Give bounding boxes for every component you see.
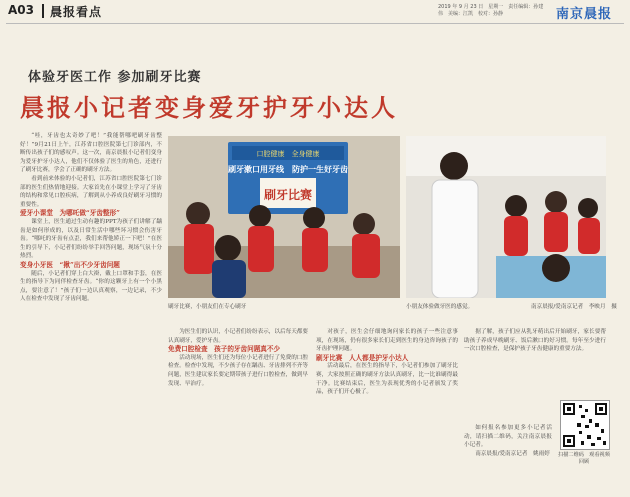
paragraph: 看到前来体验的小记者们，江苏省口腔医院第七门诊部的医生们热情地迎接。大家首先在小课堂上学习了牙齿的结构和常见口腔疾病，了解到从小养成良好刷牙习惯的重要性。 [20,175,162,208]
photo-credit: 南京晨报/爱南京记者 李映月 摄 [531,304,617,310]
byline: 南京晨报/爱南京记者 姚雨婷 [475,450,550,457]
section-title: 晨报看点 [50,5,103,19]
article-column-left [20,132,162,480]
paragraph: 活动最后，在医生的指导下，小记者们参加了刷牙比赛，大家按照正确的刷牙方法认真刷牙，比一比谁刷得最干净。比赛结束后，医生为表现优秀的小记者颁发了奖品，孩子们开心极了。 [316,363,458,396]
paragraph: 课堂上，医生通过生动有趣的PPT为孩子们讲解了龋齿是如何形成的，以及日常生活中哪些坏习惯会伤害牙齿。“哪吒的牙齿有点歪，我们来帮他矫正一下吧！”在医生的引导下，小记者们纷纷举手回答问题，现场气氛十分热烈。 [20,218,162,260]
paragraph: 随后，小记者们穿上白大褂，戴上口罩和手套，在医生的指导下为同伴检查牙齿。“你的这颗牙上有一个小黑点，要注意了！”孩子们一边认真观察，一边记录，不少人在检查中发现了牙齿问题。 [20,270,162,303]
photo-dentist-experience [406,136,606,298]
section-subhead: 免费口腔检查 孩子的牙齿问题真不少 [168,345,281,354]
paragraph: 如何报名参加更多小记者活动，请扫描二维码，关注南京晨报小记者。 [464,425,552,449]
issue-info: 2019 年 9 月 23 日 星期一 责任编辑：孙建伟 美编：江凯 校对：孙静 [438,4,544,17]
newspaper-logo: 南京晨报 [556,7,613,22]
article-headline: 晨报小记者变身爱牙护牙小达人 [20,93,398,122]
section-subhead: 变身小牙医 “揪”出不少牙齿问题 [20,260,120,269]
banner-top-text: 口腔健康 全身健康 [256,150,320,158]
section-subhead: 刷牙比赛 人人都是护牙小达人 [316,353,409,362]
photo-caption: 小朋友体验做牙医的感觉。 [406,304,474,310]
photo-caption: 刷牙比赛，小朋友们在专心刷牙 [168,304,247,310]
paragraph: 对孩子，医生会仔细地询问家长的孩子一些注意事项，在现场，仍有很多家长们走到医生的身边咨询孩子的牙齿护理问题。 [316,329,458,353]
page-header [0,0,630,24]
paragraph: 据了解，孩子们应从乳牙萌出后开始刷牙，家长要帮助孩子养成早晚刷牙、饭后漱口的好习惯。每年至少进行一次口腔检查，是保护孩子牙齿健康的重要方法。 [464,329,606,353]
article-column-mid-1 [168,328,308,480]
article-kicker: 体验牙医工作 参加刷牙比赛 [28,70,202,85]
paragraph: 为医生们的认识，小记者们纷纷表示，以后每天都要认真刷牙，爱护牙齿。 [168,329,308,344]
paragraph: 活动现场，医生们还为每位小记者进行了免费的口腔检查。检查中发现，不少孩子存在龋齿、牙齿排列不齐等问题，医生建议家长要定期带孩子进行口腔检查，做到早发现、早治疗。 [168,354,308,387]
header-rule [6,23,624,24]
qr-code[interactable] [560,400,610,450]
paragraph: “哇，牙齿也太奇妙了吧！”我能帮哪吧刷牙齿整好！”9月21日上午，江苏省口腔医院第七门诊部内，不断传出孩子们的感叹声。这一次，南京晨报小记者们变身为爱牙护牙小达人，他们不仅体验了医生的角色，还进行了刷牙比赛，学会了正确的刷牙方法。 [20,133,162,174]
photo-illustration [168,136,400,298]
board-title-text: 刷牙比赛 [263,188,313,202]
banner-main-text: 刷牙漱口用牙线 防护一生好牙齿 [228,165,348,174]
photo-brushing-competition [168,136,400,298]
section-divider [42,4,44,18]
article-column-right-tail [464,424,552,484]
article-column-mid-2 [316,328,458,480]
photo-illustration [406,136,606,298]
children-group [504,191,600,256]
section-subhead: 爱牙小课堂 为哪吒做“牙齿整形” [20,209,120,218]
qr-caption: 扫描二维码 观看视频回顾 [558,452,610,466]
page-number: A03 [8,3,34,17]
qr-code-icon [561,401,609,449]
